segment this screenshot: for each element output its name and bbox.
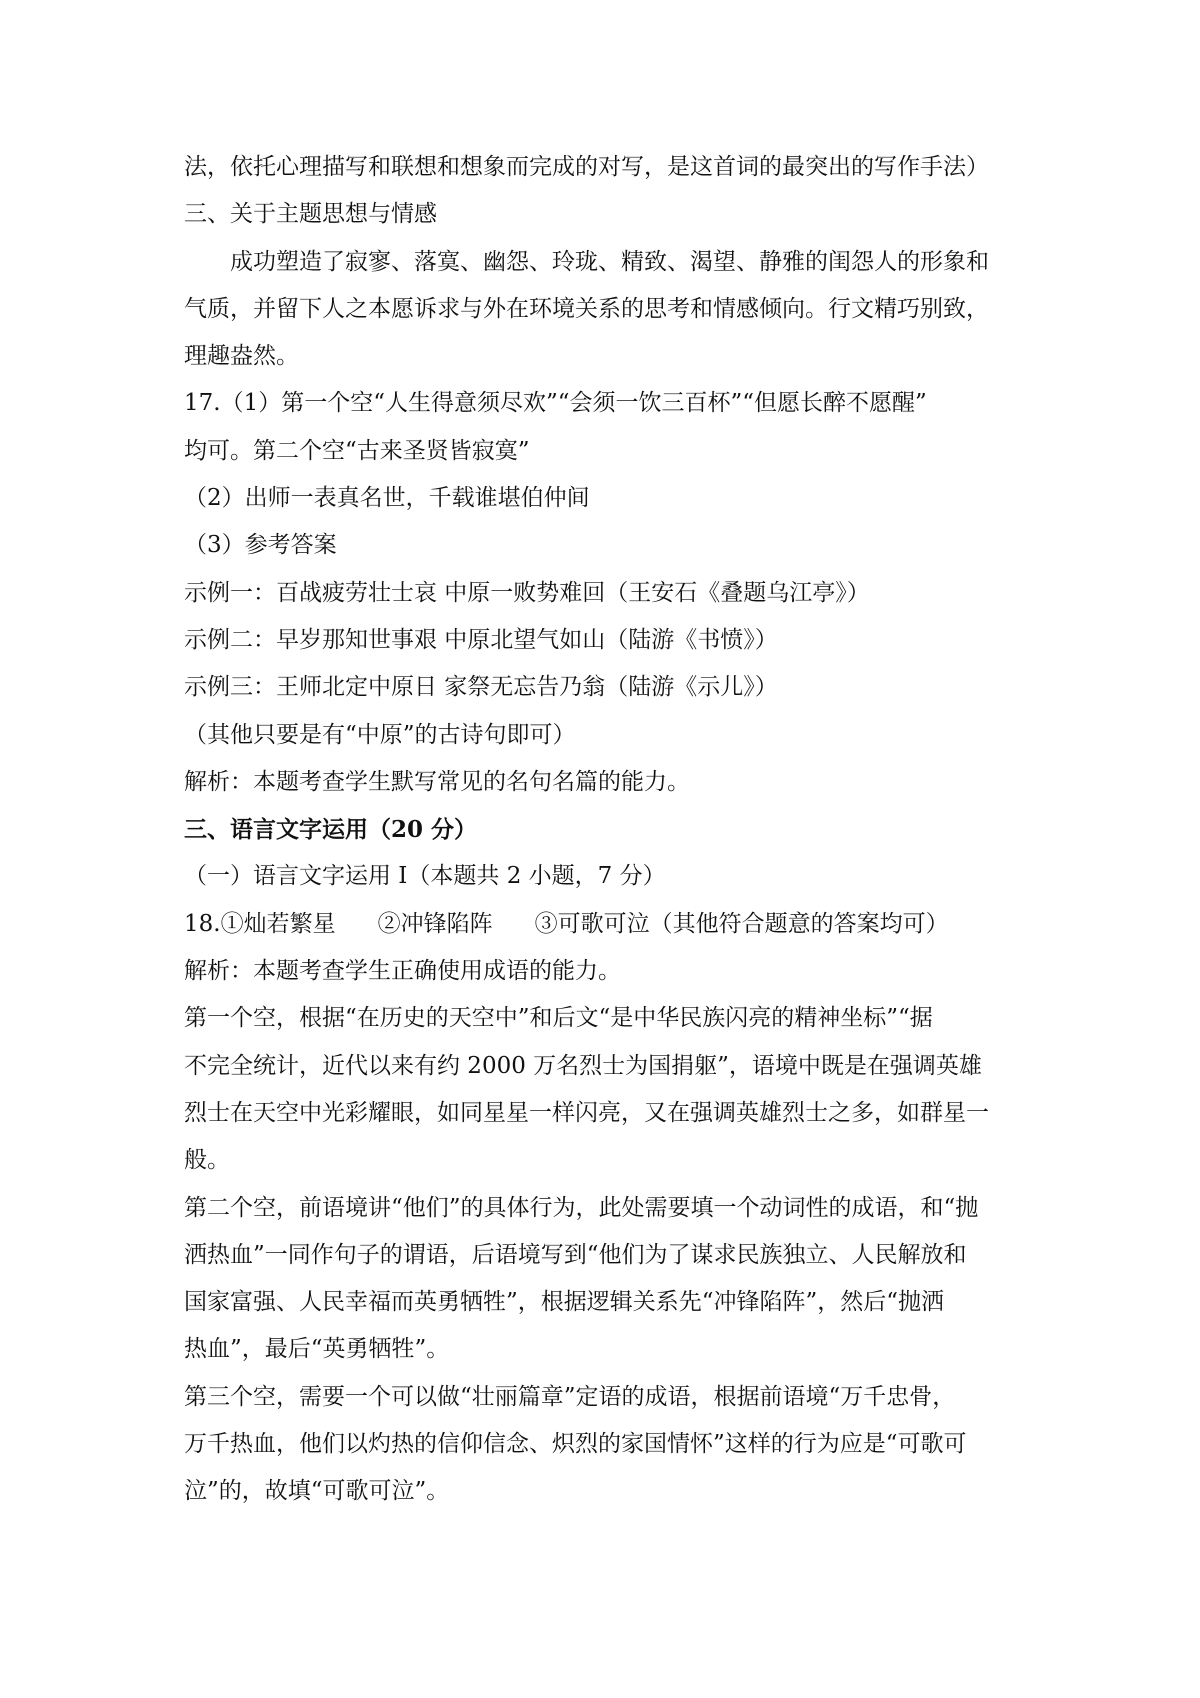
- paragraph-line: 法，依托心理描写和联想和想象而完成的对写，是这首词的最突出的写作手法）: [184, 154, 989, 180]
- paragraph-line: 成功塑造了寂寥、落寞、幽怨、玲珑、精致、渴望、静雅的闺怨人的形象和: [230, 248, 989, 275]
- analysis-line: 解析：本题考查学生正确使用成语的能力。: [184, 958, 621, 985]
- paragraph-line: 理趣盎然。: [184, 343, 299, 370]
- example-line: 示例一：百战疲劳壮士哀 中原一败势难回（王安石《叠题乌江亭》）: [184, 579, 870, 606]
- answer-18-part-1: 18.①灿若繁星: [184, 910, 336, 937]
- answer-18-part-2: ②冲锋陷阵: [377, 910, 493, 937]
- answer-17-line: （2）出师一表真名世，千载谁堪伯仲间: [184, 485, 590, 512]
- paragraph-line: 第二个空，前语境讲“他们”的具体行为，此处需要填一个动词性的成语，和“抛: [184, 1194, 979, 1221]
- answer-17-line: 均可。第二个空“古来圣贤皆寂寞”: [184, 437, 530, 464]
- analysis-line: 解析：本题考查学生默写常见的名句名篇的能力。: [184, 768, 690, 795]
- answer-17-line: （3）参考答案: [184, 532, 337, 559]
- answer-18-part-3: ③可歌可泣（其他符合题意的答案均可）: [534, 910, 949, 937]
- document-page: [184, 144, 1032, 1516]
- answer-17-line: 17.（1）第一个空“人生得意须尽欢”“会须一饮三百杯”“但愿长醉不愿醒”: [184, 390, 927, 417]
- section-heading: 三、语言文字运用（20 分）: [184, 816, 478, 844]
- section-heading: 三、关于主题思想与情感: [184, 201, 437, 228]
- paragraph-line: 泣”的，故填“可歌可泣”。: [184, 1478, 450, 1505]
- answer-18-line: [184, 901, 1032, 948]
- paragraph-line: 万千热血，他们以灼热的信仰信念、炽烈的家国情怀”这样的行为应是“可歌可: [184, 1431, 967, 1458]
- paragraph-line: 烈士在天空中光彩耀眼，如同星星一样闪亮，又在强调英雄烈士之多，如群星一: [184, 1099, 989, 1126]
- paragraph-line: 般。: [184, 1147, 230, 1174]
- paragraph-line: 国家富强、人民幸福而英勇牺牲”，根据逻辑关系先“冲锋陷阵”，然后“抛洒: [184, 1289, 945, 1316]
- example-line: 示例三：王师北定中原日 家祭无忘告乃翁（陆游《示儿》）: [184, 674, 778, 701]
- paragraph-line: 第一个空，根据“在历史的天空中”和后文“是中华民族闪亮的精神坐标”“据: [184, 1005, 933, 1032]
- paragraph-line: 洒热血”一同作句子的谓语，后语境写到“他们为了谋求民族独立、人民解放和: [184, 1241, 967, 1268]
- paragraph-line: 不完全统计，近代以来有约 2000 万名烈士为国捐躯”，语境中既是在强调英雄: [184, 1052, 982, 1079]
- paragraph-line: 气质，并留下人之本愿诉求与外在环境关系的思考和情感倾向。行文精巧别致，: [184, 295, 989, 322]
- paragraph-line: 热血”，最后“英勇牺牲”。: [184, 1336, 450, 1363]
- subsection-heading: （一）语言文字运用 I（本题共 2 小题，7 分）: [184, 863, 666, 890]
- example-line: 示例二：早岁那知世事艰 中原北望气如山（陆游《书愤》）: [184, 626, 778, 653]
- paragraph-line: 第三个空，需要一个可以做“壮丽篇章”定语的成语，根据前语境“万千忠骨，: [184, 1383, 956, 1410]
- note-line: （其他只要是有“中原”的古诗句即可）: [184, 721, 576, 748]
